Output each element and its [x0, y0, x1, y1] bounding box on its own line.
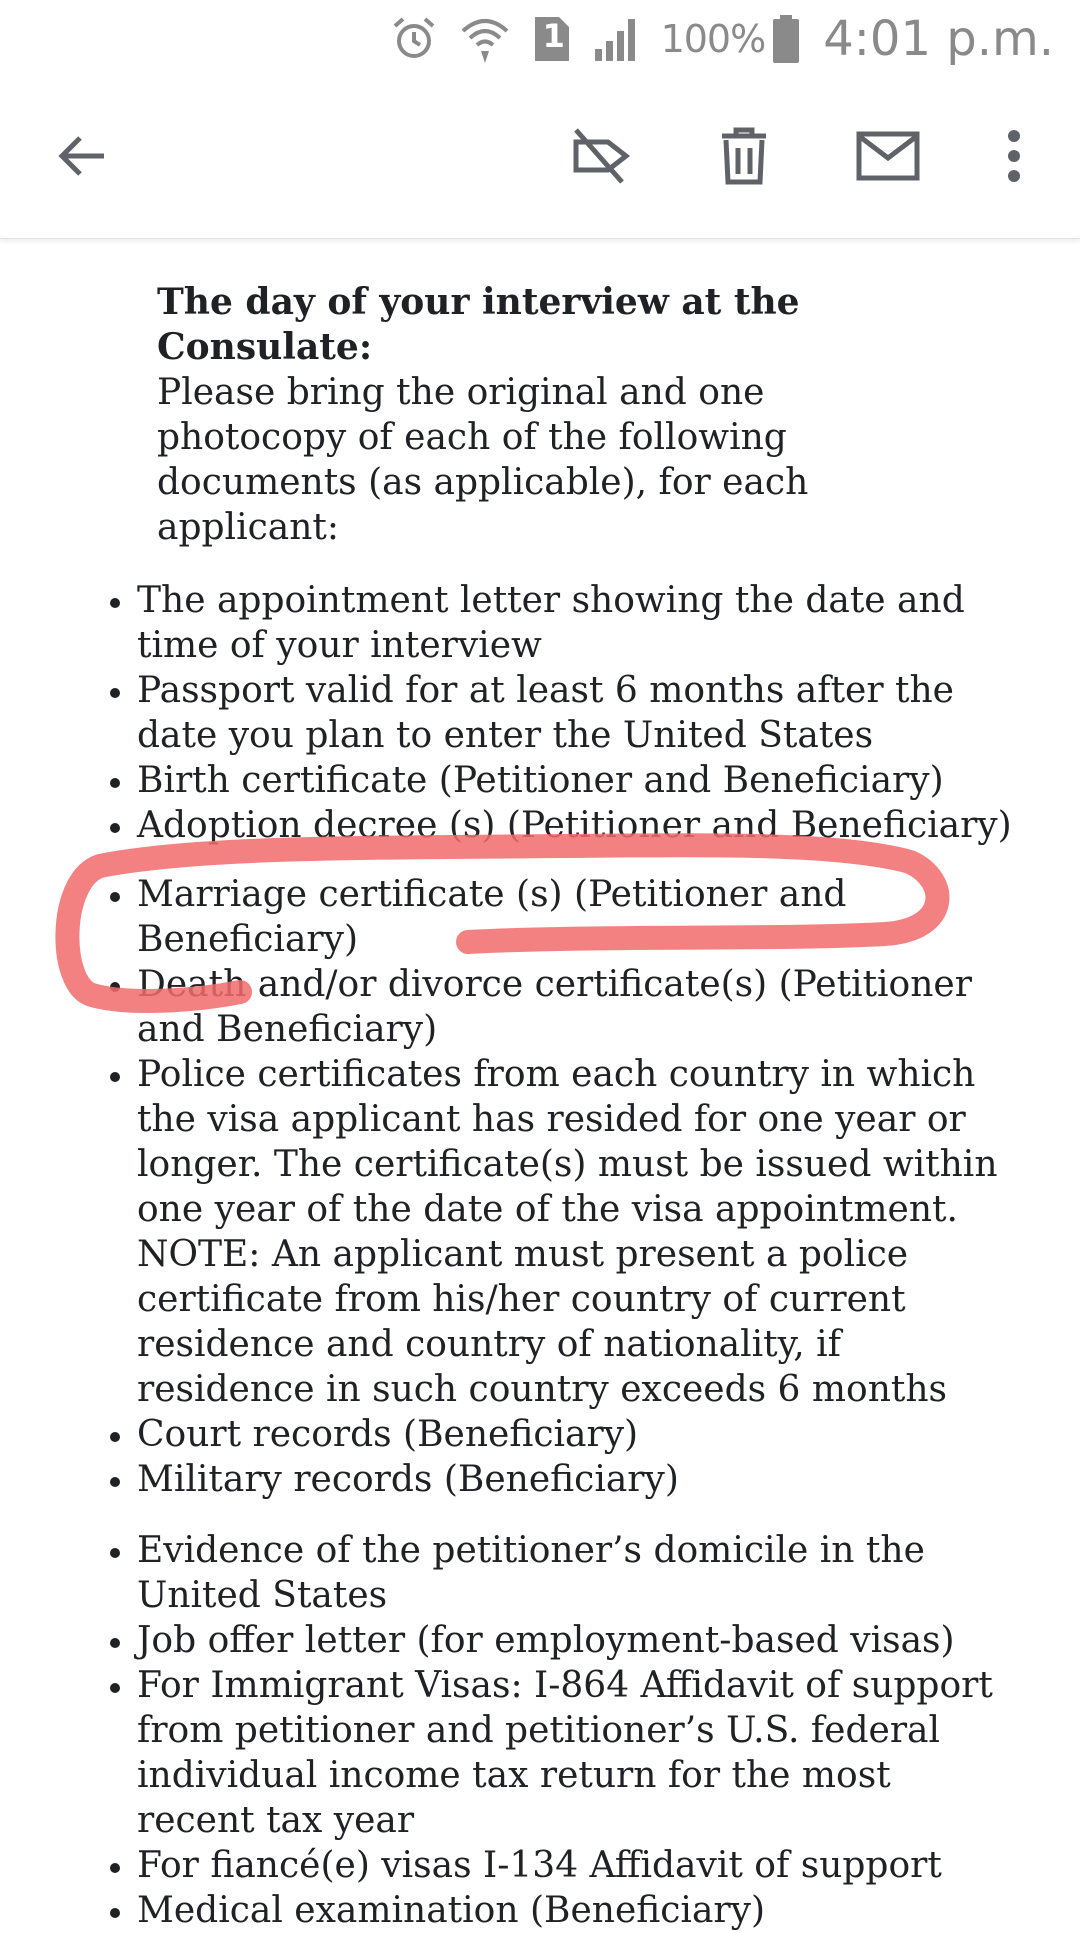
battery-percent: 100% [660, 17, 766, 61]
list-item: Adoption decree (s) (Petitioner and Beneficiary) [137, 803, 1037, 848]
list-item: For Immigrant Visas: I-864 Affidavit of support from petitioner and petitioner’s U.S. federal individual income tax return for the most recent tax year [137, 1663, 1037, 1843]
list-item: Evidence of the petitioner’s domicile in the United States [137, 1528, 1037, 1618]
back-button[interactable] [42, 118, 122, 198]
list-item: Passport valid for at least 6 months after the date you plan to enter the United States [137, 668, 1037, 758]
alarm-icon [391, 16, 437, 62]
clock-time: 4:01 p.m. [823, 11, 1054, 67]
label-off-icon [568, 124, 632, 192]
list-item-marriage-certificate: Marriage certificate (s) (Petitioner and Beneficiary) [137, 872, 1037, 962]
remove-label-button[interactable] [560, 118, 640, 198]
sim-slot-number: 1 [542, 17, 565, 55]
delete-icon [716, 126, 772, 190]
more-options-button[interactable] [974, 118, 1054, 198]
sim-1-icon [533, 15, 571, 63]
email-toolbar [0, 78, 1080, 239]
interview-intro [157, 280, 977, 550]
intro-text: Please bring the original and one photocopy of each of the following documents (as applicable), for each applicant: [157, 372, 809, 548]
delete-button[interactable] [704, 118, 784, 198]
interview-heading: The day of your interview at the Consulate: [157, 281, 800, 368]
document-list-1 [137, 578, 1037, 848]
list-item: Court records (Beneficiary) [137, 1412, 1037, 1457]
more-vert-icon [1004, 128, 1024, 188]
wifi-icon [459, 13, 511, 65]
document-list-2 [137, 872, 1037, 1502]
status-bar [0, 0, 1080, 78]
signal-icon [593, 15, 643, 63]
list-item: Medical examination (Beneficiary) [137, 1888, 1037, 1933]
list-item: Job offer letter (for employment-based visas) [137, 1618, 1037, 1663]
mail-icon [855, 130, 921, 186]
list-item: Military records (Beneficiary) [137, 1457, 1037, 1502]
list-item: Police certificates from each country in which the visa applicant has resided for one year or longer. The certificate(s) must be issued within one year of the date of the visa appointment. NOTE: An applicant must present a police certificate from his/her country of current residence and country of nationality, if residence in such country exceeds 6 months [137, 1052, 1037, 1412]
back-arrow-icon [54, 128, 110, 188]
battery-icon [771, 14, 801, 64]
list-item: Death and/or divorce certificate(s) (Petitioner and Beneficiary) [137, 962, 1037, 1052]
list-item: The appointment letter showing the date and time of your interview [137, 578, 1037, 668]
list-item: For fiancé(e) visas I-134 Affidavit of support [137, 1843, 1037, 1888]
mark-unread-button[interactable] [848, 118, 928, 198]
document-list-3 [137, 1528, 1037, 1933]
list-item: Birth certificate (Petitioner and Beneficiary) [137, 758, 1037, 803]
